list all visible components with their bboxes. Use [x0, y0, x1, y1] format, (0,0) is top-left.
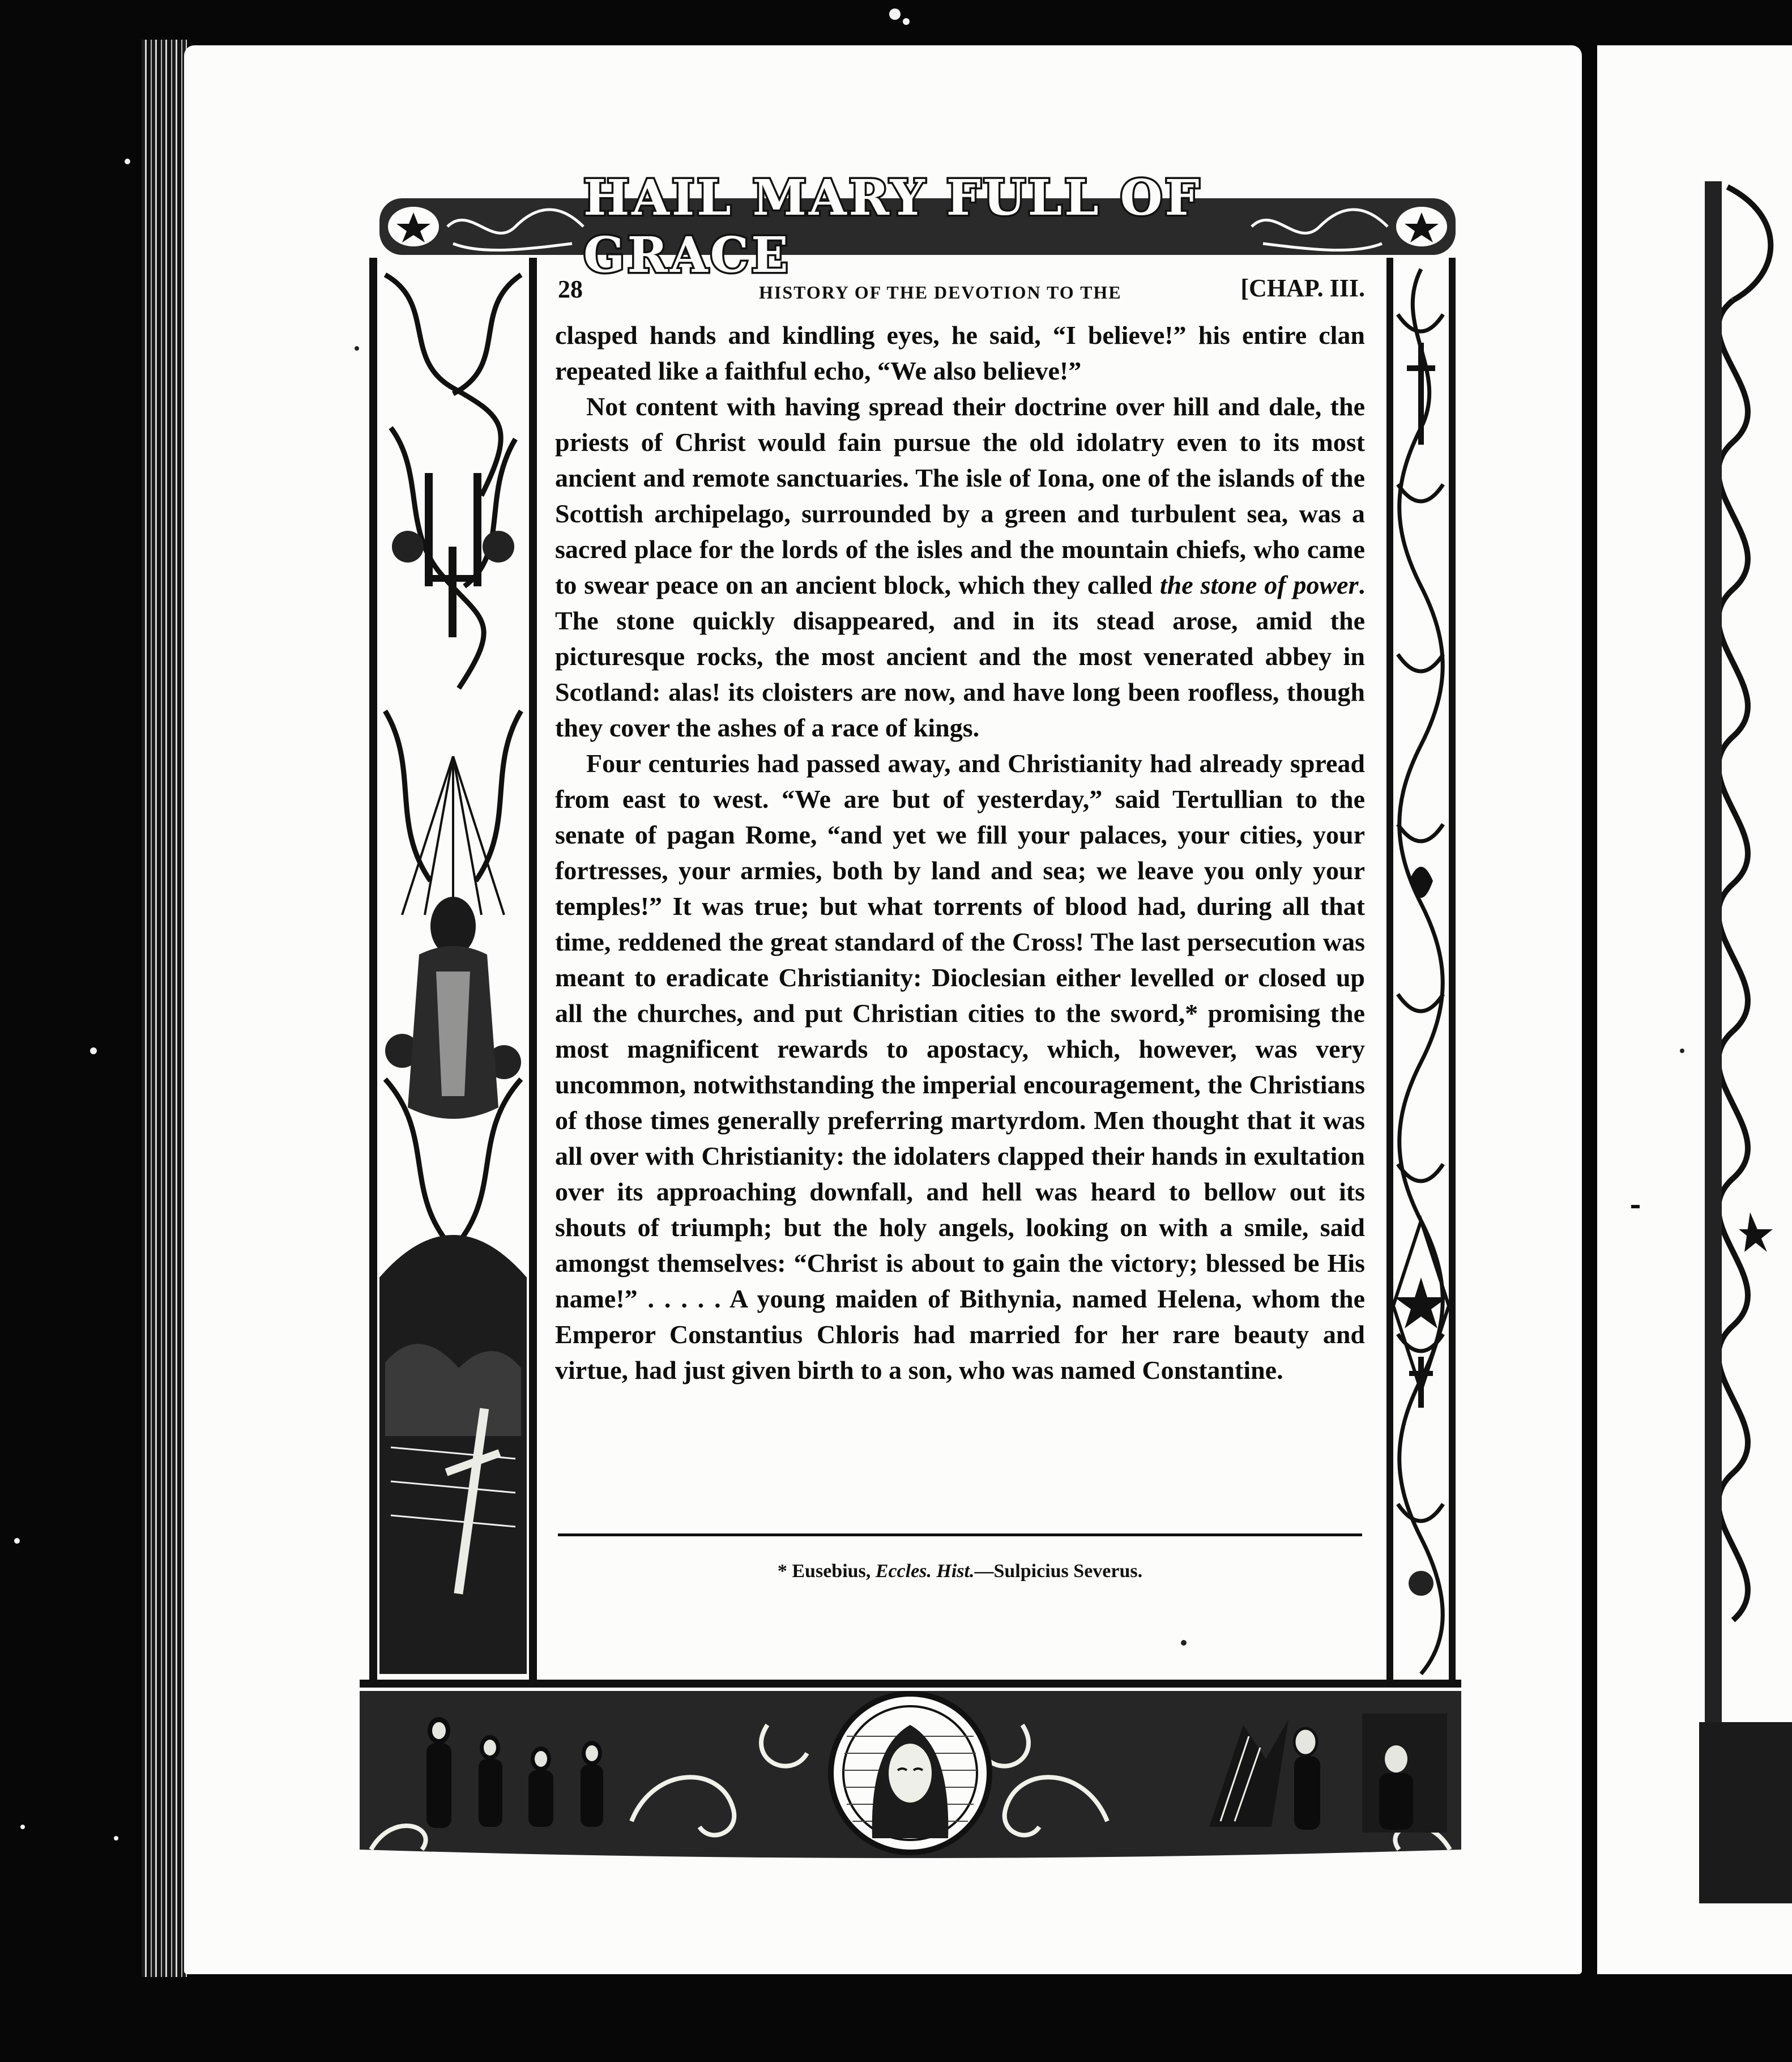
footnote-italic: Eccles. Hist. [875, 1561, 975, 1582]
text-run: . The stone quickly disappeared, and in its stead arose, amid the picturesque rocks, the most ancient and the most venerated abbey in Scotland: alas! its cloisters are now, and have long been roofless, though they cover the ashes of a race of kings. [555, 570, 1365, 742]
italic-phrase: the stone of power [1159, 570, 1359, 599]
text-run: Not content with having spread their doctrine over hill and dale, the priests of Christ would fain pursue the old idolatry even to its most ancient and remote sanctuaries. The isle of Iona, one of the islands of the Scottish archipelago, surrounded by a green and turbulent sea, was a sacred place for the lords of the isles and the mountain chiefs, who came to swear peace on an ancient block, which they called [555, 392, 1365, 599]
running-title: HISTORY OF THE DEVOTION TO THE [759, 282, 1122, 303]
text-run: Four centuries had passed away, and Christianity had already spread from east to west. “We are but of yesterday,” said Tertullian to the senate of pagan Rome, “and yet we fill your palaces, your cities, your fortresses, your armies, both by land and sea; we leave you only your temples!” It was true; but what torrents of blood had, during all that time, reddened the great standard of the Cross! The last persecution was meant to eradicate Christianity: Dioclesian either levelled or closed up all the churches, and put Christian cities to the sword,* promising the most magnificent rewards to apostacy, which, however, was very uncommon, notwithstanding the imperial encouragement, the Christians of those times generally preferring martyrdom. Men thought that it was all over with Christianity: the idolaters clapped their hands in exultation over its approaching downfall, and hell was heard to bellow out its shouts of triumph; but the holy angels, looking on with a smile, said amongst themselves: “Christ is about to gain the victory; blessed be His name!” . . . . . A young maiden of Bithynia, named Helena, whom the Emperor Constantius Chloris had married for her rare beauty and virtue, had just given birth to a son, who was named Constantine. [555, 749, 1365, 1384]
text-run: clasped hands and kindling eyes, he said, “I believe!” his entire clan repeated like a faithful echo, “We also believe!” [555, 321, 1365, 385]
chapter-label: [CHAP. III. [1240, 274, 1365, 302]
page-number: 28 [558, 275, 583, 303]
banner-title: HAIL MARY FULL OF GRACE [583, 169, 1202, 284]
footnote-prefix: * Eusebius, [777, 1561, 876, 1582]
footnote-suffix: —Sulpicius Severus. [974, 1561, 1143, 1582]
